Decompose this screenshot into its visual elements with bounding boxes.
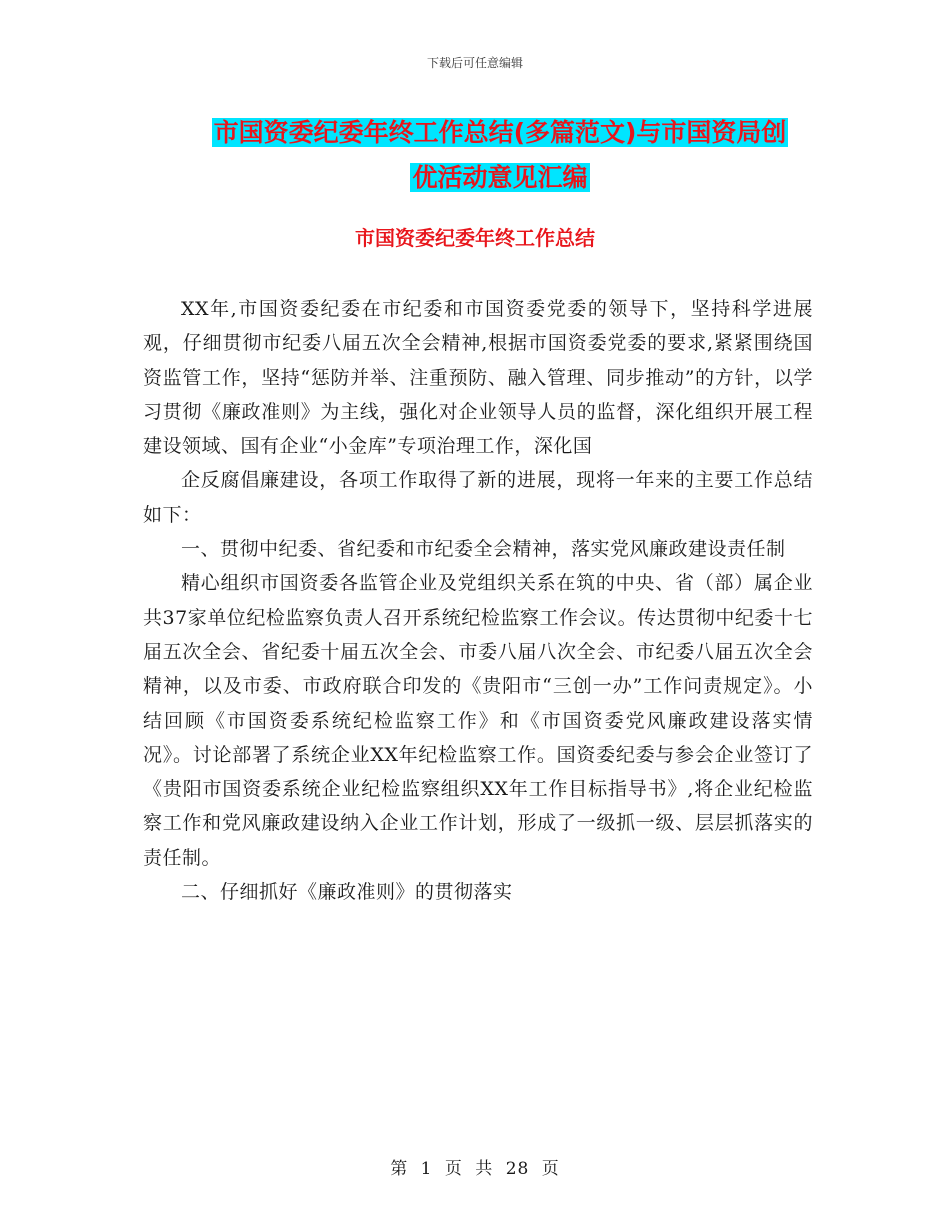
page-footer <box>0 1154 950 1179</box>
footer-page-number: 1 <box>420 1159 433 1179</box>
footer-suffix: 页 <box>541 1159 560 1179</box>
paragraph: XX年,市国资委纪委在市纪委和市国资委党委的领导下，坚持科学进展观，仔细贯彻市纪委八届五次全会精神,根据市国资委党委的要求,紧紧围绕国资监管工作，坚持“惩防并举、注重预防、融入管理、同步推动”的方针，以学习贯彻《廉政准则》为主线，强化对企业领导人员的监督，深化组织开展工程建设领域、国有企业“小金库”专项治理工作，深化国 <box>143 298 813 458</box>
document-title-line-2: 优活动意见汇编 <box>412 163 588 192</box>
paragraph-heading: 二、仔细抓好《廉政准则》的贯彻落实 <box>181 881 513 904</box>
footer-total-pages: 28 <box>505 1159 530 1179</box>
footer-prefix: 第 <box>390 1159 409 1179</box>
footer-page-word: 页 <box>444 1159 463 1179</box>
paragraph-heading: 一、贯彻中纪委、省纪委和市纪委全会精神，落实党风廉政建设责任制 <box>181 538 786 561</box>
paragraph: 企反腐倡廉建设，各项工作取得了新的进展，现将一年来的主要工作总结如下： <box>143 469 813 526</box>
footer-total-word: 共 <box>475 1159 494 1179</box>
document-title <box>140 110 860 200</box>
section-title: 市国资委纪委年终工作总结 <box>355 226 595 250</box>
paragraph: 精心组织市国资委各监管企业及党组织关系在筑的中央、省（部）属企业共37家单位纪检监察负责人召开系统纪检监察工作会议。传达贯彻中纪委十七届五次全会、省纪委十届五次全会、市委八届八次全会、市纪委八届五次全会精神，以及市委、市政府联合印发的《贵阳市“三创一办”工作问责规定》。小结回顾《市国资委系统纪检监察工作》和《市国资委党风廉政建设落实情况》。讨论部署了系统企业XX年纪检监察工作。国资委纪委与参会企业签订了《贵阳市国资委系统企业纪检监察组织XX年工作目标指导书》,将企业纪检监察工作和党风廉政建设纳入企业工作计划，形成了一级抓一级、层层抓落实的责任制。 <box>143 572 813 869</box>
document-title-line-1: 市国资委纪委年终工作总结(多篇范文)与市国资局创 <box>213 118 787 147</box>
header-note: 下载后可任意编辑 <box>426 56 523 70</box>
document-body <box>143 292 813 909</box>
